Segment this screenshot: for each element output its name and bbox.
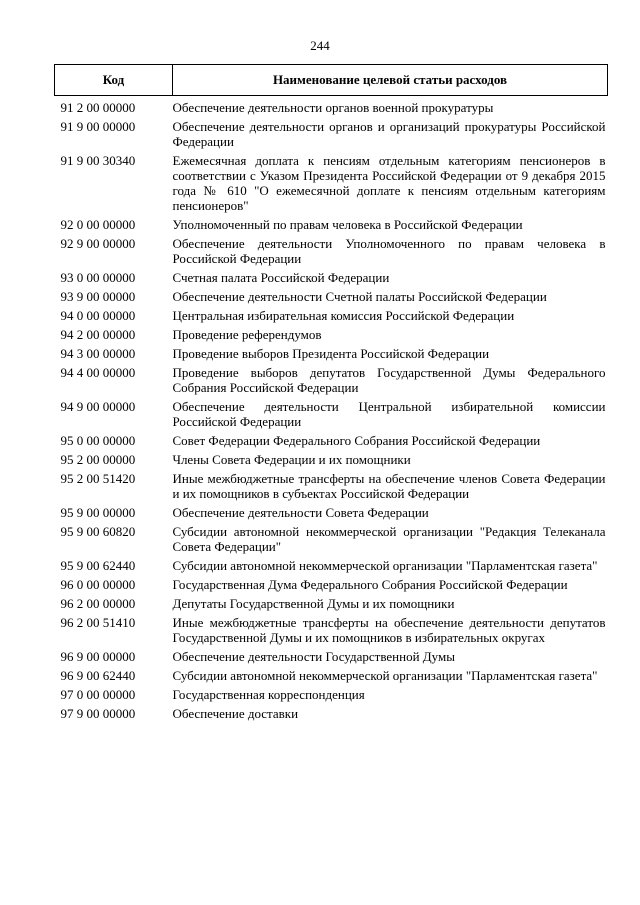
row-name: Совет Федерации Федерального Собрания Российской Федерации	[172, 433, 541, 448]
table-row	[55, 236, 608, 270]
table-row	[55, 524, 608, 558]
table-row	[55, 471, 608, 505]
row-name: Центральная избирательная комиссия Российской Федерации	[172, 308, 515, 323]
table-header-row	[55, 65, 608, 96]
row-code: 92 9 00 00000	[60, 236, 136, 251]
row-name: Субсидии автономной некоммерческой организации "Редакция Телеканала Совета Федерации"	[172, 524, 606, 554]
row-code: 93 0 00 00000	[60, 270, 136, 285]
row-name: Проведение референдумов	[172, 327, 322, 342]
code-column-header: Код	[55, 65, 173, 96]
table-row	[55, 558, 608, 577]
row-name: Обеспечение деятельности Государственной Думы	[172, 649, 455, 664]
table-row	[55, 706, 608, 725]
row-name: Члены Совета Федерации и их помощники	[172, 452, 411, 467]
row-code: 96 9 00 62440	[60, 668, 136, 683]
table-row	[55, 346, 608, 365]
row-code: 95 9 00 00000	[60, 505, 136, 520]
row-name: Обеспечение деятельности Совета Федерации	[172, 505, 429, 520]
row-name: Обеспечение деятельности органов военной прокуратуры	[172, 100, 494, 115]
table-row	[55, 433, 608, 452]
row-name: Обеспечение деятельности органов и организаций прокуратуры Российской Федерации	[172, 119, 606, 149]
page-number: 244	[310, 38, 330, 53]
row-name: Иные межбюджетные трансферты на обеспечение членов Совета Федерации и их помощников в субъектах Российской Федерации	[172, 471, 606, 501]
row-name: Счетная палата Российской Федерации	[172, 270, 390, 285]
row-code: 94 9 00 00000	[60, 399, 136, 414]
row-code: 96 0 00 00000	[60, 577, 136, 592]
table-row	[55, 96, 608, 120]
row-code: 94 2 00 00000	[60, 327, 136, 342]
row-code: 95 2 00 00000	[60, 452, 136, 467]
table-row	[55, 577, 608, 596]
table-row	[55, 153, 608, 217]
row-code: 95 0 00 00000	[60, 433, 136, 448]
row-code: 93 9 00 00000	[60, 289, 136, 304]
row-code: 91 9 00 00000	[60, 119, 136, 134]
table-row	[55, 289, 608, 308]
table-row	[55, 119, 608, 153]
row-code: 96 2 00 51410	[60, 615, 136, 630]
row-name: Проведение выборов депутатов Государственной Думы Федерального Собрания Российской Федерации	[172, 365, 606, 395]
row-name: Субсидии автономной некоммерческой организации "Парламентская газета"	[172, 668, 598, 683]
row-name: Уполномоченный по правам человека в Российской Федерации	[172, 217, 523, 232]
row-code: 96 2 00 00000	[60, 596, 136, 611]
row-code: 94 0 00 00000	[60, 308, 136, 323]
table-row	[55, 505, 608, 524]
row-name: Обеспечение деятельности Уполномоченного по правам человека в Российской Федерации	[172, 236, 606, 266]
budget-classification-table	[54, 64, 608, 725]
table-row	[55, 596, 608, 615]
table-row	[55, 217, 608, 236]
table-row	[55, 668, 608, 687]
row-name: Ежемесячная доплата к пенсиям отдельным категориям пенсионеров в соответствии с Указом Президента Российской Федерации от 9 декабря 2015 года № 610 "О ежемесячной доплате к пенсиям отдельным категориям пенсионеров"	[172, 153, 606, 213]
row-code: 94 4 00 00000	[60, 365, 136, 380]
row-name: Обеспечение деятельности Счетной палаты Российской Федерации	[172, 289, 547, 304]
name-column-header: Наименование целевой статьи расходов	[173, 65, 608, 96]
table-row	[55, 615, 608, 649]
row-code: 95 2 00 51420	[60, 471, 136, 486]
row-name: Депутаты Государственной Думы и их помощники	[172, 596, 455, 611]
row-code: 94 3 00 00000	[60, 346, 136, 361]
row-name: Субсидии автономной некоммерческой организации "Парламентская газета"	[172, 558, 598, 573]
table-row	[55, 649, 608, 668]
table-row	[55, 365, 608, 399]
table-body	[55, 96, 608, 726]
row-code: 95 9 00 60820	[60, 524, 136, 539]
table-row	[55, 687, 608, 706]
table-row	[55, 452, 608, 471]
row-code: 92 0 00 00000	[60, 217, 136, 232]
row-name: Обеспечение доставки	[172, 706, 299, 721]
table-row	[55, 327, 608, 346]
row-code: 97 9 00 00000	[60, 706, 136, 721]
row-code: 97 0 00 00000	[60, 687, 136, 702]
row-code: 91 9 00 30340	[60, 153, 136, 168]
row-name: Проведение выборов Президента Российской Федерации	[172, 346, 490, 361]
row-name: Государственная корреспонденция	[172, 687, 365, 702]
row-code: 95 9 00 62440	[60, 558, 136, 573]
row-code: 91 2 00 00000	[60, 100, 136, 115]
row-name: Иные межбюджетные трансферты на обеспечение деятельности депутатов Государственной Думы и их помощников в избирательных округах	[172, 615, 606, 645]
row-name: Обеспечение деятельности Центральной избирательной комиссии Российской Федерации	[172, 399, 606, 429]
table-row	[55, 399, 608, 433]
row-name: Государственная Дума Федерального Собрания Российской Федерации	[172, 577, 568, 592]
table-row	[55, 270, 608, 289]
row-code: 96 9 00 00000	[60, 649, 136, 664]
table-row	[55, 308, 608, 327]
